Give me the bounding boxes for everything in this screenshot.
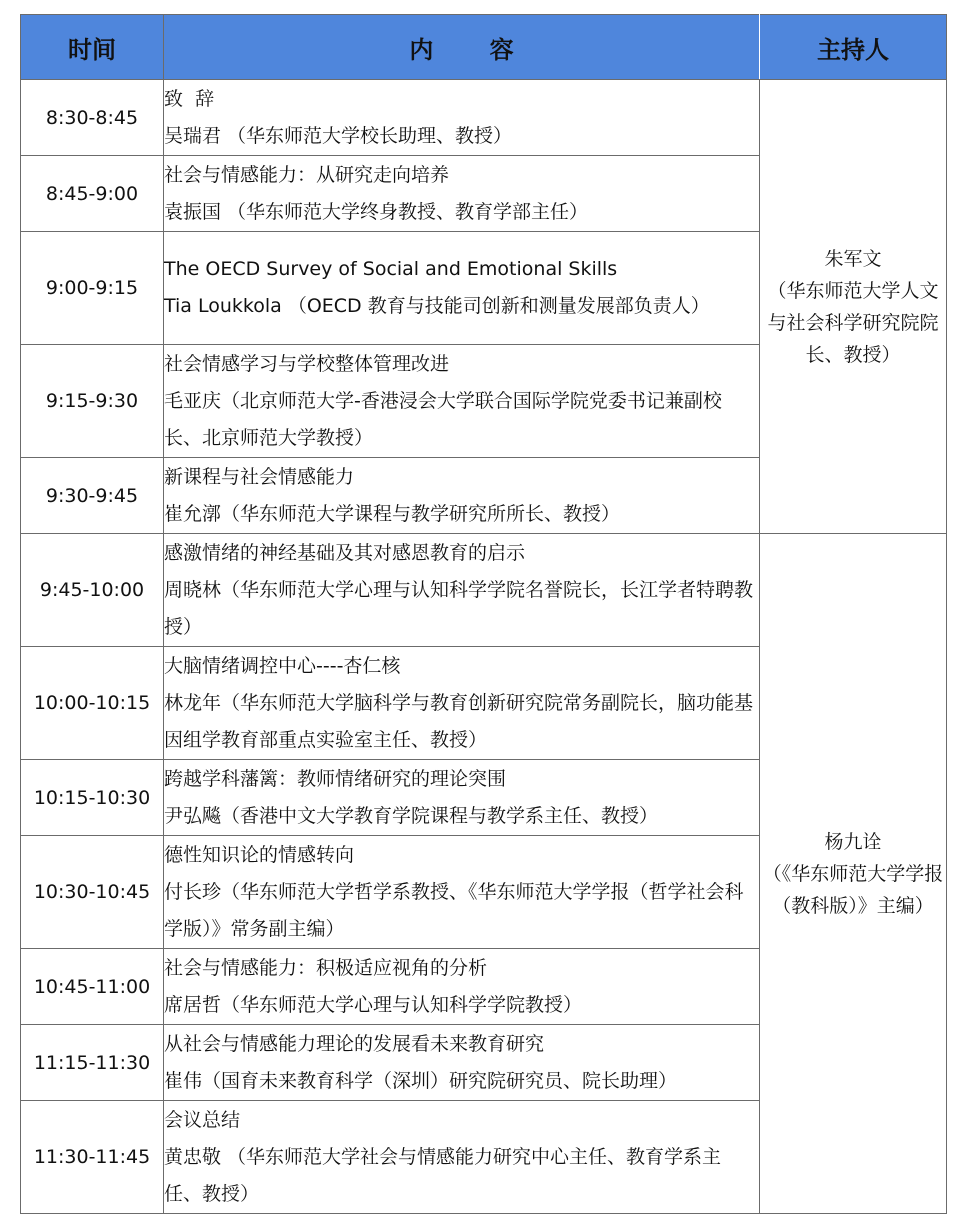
time-cell: 10:00-10:15: [21, 647, 164, 760]
talk-speaker: 席居哲（华东师范大学心理与认知科学学院教授）: [164, 993, 583, 1016]
header-content: 内 容: [164, 15, 760, 80]
table-row: [21, 80, 947, 156]
header-host: 主持人: [760, 15, 947, 80]
talk-speaker: 尹弘飚（香港中文大学教育学院课程与教学系主任、教授）: [164, 804, 659, 827]
time-cell: 9:45-10:00: [21, 534, 164, 647]
content-cell: [164, 232, 760, 345]
talk-speaker: 毛亚庆（北京师范大学-香港浸会大学联合国际学院党委书记兼副校长、北京师范大学教授）: [164, 389, 722, 449]
content-cell: [164, 156, 760, 232]
talk-title: 跨越学科藩篱：教师情绪研究的理论突围: [164, 767, 507, 790]
content-cell: [164, 949, 760, 1025]
time-cell: 10:45-11:00: [21, 949, 164, 1025]
host-affiliation: （华东师范大学人文与社会科学研究院院长、教授）: [767, 279, 939, 366]
talk-speaker: 吴瑞君 （华东师范大学校长助理、教授）: [164, 124, 513, 147]
talk-speaker: 黄忠敬 （华东师范大学社会与情感能力研究中心主任、教育学系主任、教授）: [164, 1145, 722, 1205]
content-cell: [164, 836, 760, 949]
time-cell: 9:00-9:15: [21, 232, 164, 345]
talk-title: 会议总结: [164, 1108, 241, 1131]
time-cell: 9:30-9:45: [21, 458, 164, 534]
talk-title: 社会与情感能力：积极适应视角的分析: [164, 956, 488, 979]
content-cell: [164, 534, 760, 647]
header-row: [21, 15, 947, 80]
talk-title: 新课程与社会情感能力: [164, 465, 355, 488]
schedule-table: [20, 14, 947, 1214]
talk-title: 大脑情绪调控中心----杏仁核: [164, 654, 401, 677]
content-cell: [164, 458, 760, 534]
talk-speaker: 崔允漷（华东师范大学课程与教学研究所所长、教授）: [164, 502, 621, 525]
time-cell: 11:15-11:30: [21, 1025, 164, 1101]
talk-speaker: 崔伟（国育未来教育科学（深圳）研究院研究员、院长助理）: [164, 1069, 678, 1092]
talk-title: 社会情感学习与学校整体管理改进: [164, 352, 450, 375]
time-cell: 10:15-10:30: [21, 760, 164, 836]
header-time: 时间: [21, 15, 164, 80]
talk-speaker: 袁振国 （华东师范大学终身教授、教育学部主任）: [164, 200, 589, 223]
content-cell: [164, 345, 760, 458]
content-cell: [164, 80, 760, 156]
time-cell: 9:15-9:30: [21, 345, 164, 458]
talk-speaker: 周晓林（华东师范大学心理与认知科学学院名誉院长，长江学者特聘教授）: [164, 578, 754, 638]
content-cell: [164, 760, 760, 836]
time-cell: 8:45-9:00: [21, 156, 164, 232]
talk-title: The OECD Survey of Social and Emotional Skills: [164, 258, 618, 280]
talk-title: 从社会与情感能力理论的发展看未来教育研究: [164, 1032, 545, 1055]
content-cell: [164, 1025, 760, 1101]
table-row: [21, 534, 947, 647]
host-cell: [760, 80, 947, 534]
time-cell: 10:30-10:45: [21, 836, 164, 949]
talk-speaker: 付长珍（华东师范大学哲学系教授、《华东师范大学学报（哲学社会科学版）》常务副主编）: [164, 880, 744, 940]
talk-title: 德性知识论的情感转向: [164, 843, 355, 866]
talk-title: 社会与情感能力：从研究走向培养: [164, 163, 450, 186]
content-cell: [164, 647, 760, 760]
time-cell: 8:30-8:45: [21, 80, 164, 156]
content-cell: [164, 1101, 760, 1214]
host-cell: [760, 534, 947, 1214]
time-cell: 11:30-11:45: [21, 1101, 164, 1214]
host-name: 朱军文: [824, 247, 882, 270]
talk-speaker: Tia Loukkola （OECD 教育与技能司创新和测量发展部负责人）: [164, 295, 710, 317]
talk-title: 感激情绪的神经基础及其对感恩教育的启示: [164, 541, 526, 564]
talk-title: 致 辞: [164, 87, 215, 110]
host-name: 杨九诠: [824, 830, 882, 853]
talk-speaker: 林龙年（华东师范大学脑科学与教育创新研究院常务副院长，脑功能基因组学教育部重点实验室主任、教授）: [164, 691, 754, 751]
host-affiliation: （《华东师范大学学报（教科版）》主编）: [762, 862, 944, 917]
